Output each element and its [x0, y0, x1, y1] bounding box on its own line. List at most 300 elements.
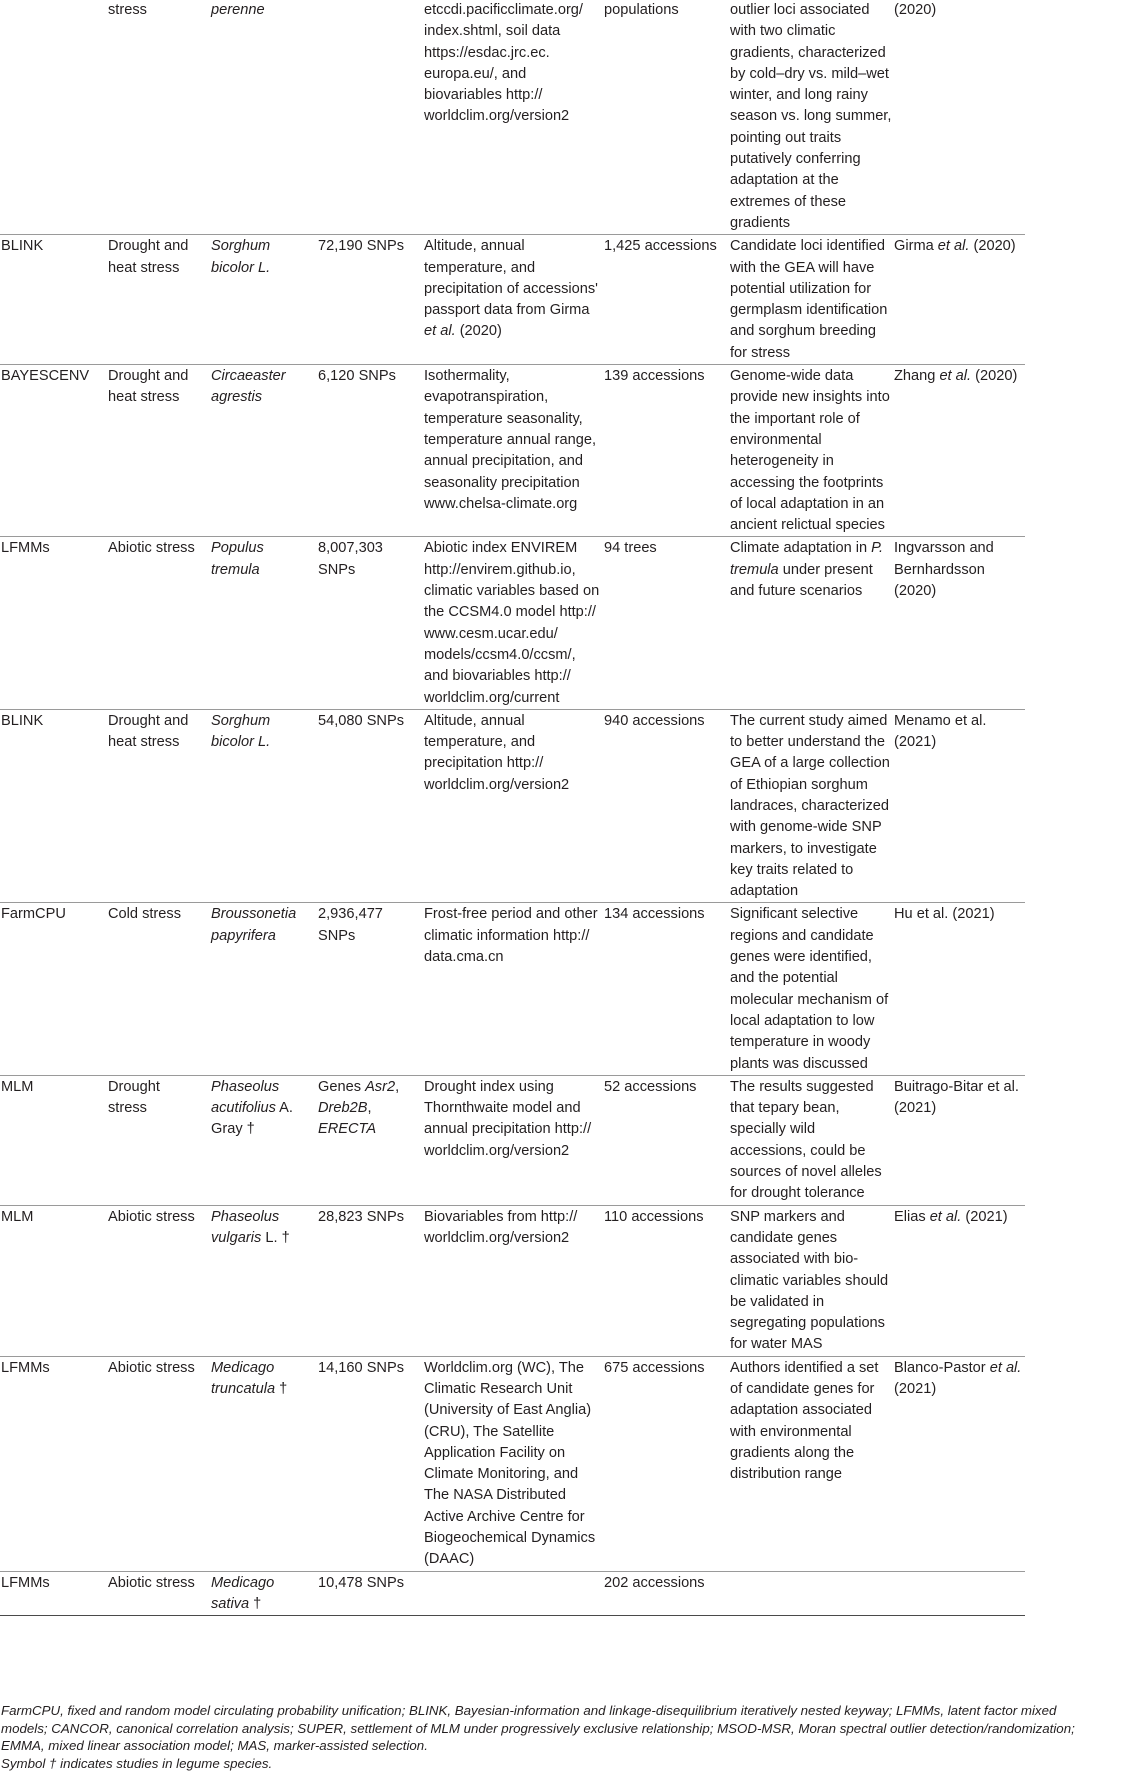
- table-footnote: [1, 1702, 1111, 1772]
- environmental-data-cell-line: Isothermality,: [424, 368, 510, 385]
- stress-cell-line: heat stress: [108, 259, 180, 276]
- reference-cell: [893, 1205, 1025, 1356]
- reference-cell-segment: et al.: [989, 1359, 1022, 1376]
- method-cell-text: BAYESCENV: [1, 368, 90, 385]
- reference-cell-segment: (2020): [969, 238, 1016, 255]
- reference-cell-segment: Elias: [894, 1208, 930, 1225]
- environmental-data-cell-line: Climatic Research Unit: [424, 1381, 573, 1397]
- reference-cell-segment: (2020): [894, 583, 937, 600]
- species-cell-segment: acutifolius: [211, 1100, 276, 1117]
- main-findings-cell-line: gradients, characterized: [730, 44, 886, 61]
- stress-cell-line: stress: [108, 1100, 147, 1117]
- markers-cell-segment: Asr2: [365, 1078, 396, 1095]
- sample-size-cell: [603, 709, 729, 903]
- main-findings-cell-line: environmental: [730, 431, 822, 448]
- reference-cell-segment: Ingvarsson and: [894, 540, 994, 557]
- environmental-data-cell-line: climatic information http://: [424, 927, 590, 944]
- method-cell: [0, 1356, 107, 1571]
- environmental-data-cell-line: worldclim.org/version2: [424, 1229, 570, 1246]
- main-findings-cell-line: with the GEA will have: [730, 259, 875, 276]
- markers-cell: [317, 709, 423, 903]
- method-cell-text: BLINK: [1, 238, 44, 255]
- reference-cell: [893, 1356, 1025, 1571]
- markers-cell-line: 6,120 SNPs: [318, 368, 396, 385]
- main-findings-cell-line: accessions, could be: [730, 1142, 866, 1159]
- method-cell-text: LFMMs: [1, 1574, 50, 1591]
- stress-cell: [107, 235, 210, 365]
- environmental-data-cell-line: (CRU), The Satellite: [424, 1423, 555, 1440]
- stress-cell-line: Abiotic stress: [108, 540, 195, 557]
- main-findings-cell-line: with genome-wide SNP: [730, 819, 882, 836]
- main-findings-cell-line: Authors identified a set: [730, 1359, 879, 1376]
- environmental-data-cell-line: annual precipitation http://: [424, 1121, 592, 1138]
- stress-cell: [107, 537, 210, 709]
- environmental-data-cell-line: europa.eu/, and: [424, 65, 527, 82]
- environmental-data-cell-segment: et al.: [424, 323, 456, 340]
- reference-cell-segment: Hu et al. (2021): [894, 906, 995, 923]
- main-findings-cell: [729, 235, 893, 365]
- main-findings-cell-line: The results suggested: [730, 1078, 874, 1095]
- main-findings-cell-line: The current study aimed: [730, 712, 888, 729]
- markers-cell: [317, 903, 423, 1075]
- main-findings-cell-line: for drought tolerance: [730, 1185, 865, 1202]
- environmental-data-cell: [423, 0, 603, 235]
- environmental-data-cell-line: Altitude, annual: [424, 712, 525, 729]
- sample-size-cell-line: populations: [604, 2, 679, 18]
- sample-size-cell-line: 139 accessions: [604, 368, 705, 385]
- environmental-data-cell-line: temperature seasonality,: [424, 410, 583, 427]
- stress-cell-line: heat stress: [108, 734, 180, 751]
- species-cell: [210, 235, 317, 365]
- main-findings-cell-line: and future scenarios: [730, 583, 863, 600]
- species-cell-segment: truncatula: [211, 1381, 276, 1397]
- main-findings-cell-line: with two climatic: [730, 23, 836, 40]
- sample-size-cell: [603, 1075, 729, 1205]
- environmental-data-cell: [423, 1075, 603, 1205]
- species-cell: [210, 0, 317, 235]
- stress-cell: [107, 0, 210, 235]
- environmental-data-cell-line: annual precipitation, and: [424, 453, 584, 470]
- table-row: [0, 1205, 1025, 1356]
- species-cell-segment: Phaseolus: [211, 1208, 280, 1225]
- main-findings-cell-line: Significant selective: [730, 906, 859, 923]
- species-cell-segment: bicolor L.: [211, 734, 271, 751]
- reference-cell-segment: et al.: [937, 238, 970, 255]
- main-findings-cell-line: extremes of these: [730, 193, 846, 210]
- markers-cell: [317, 1571, 423, 1616]
- environmental-data-cell-line: models/ccsm4.0/ccsm/,: [424, 646, 576, 663]
- sample-size-cell: [603, 903, 729, 1075]
- environmental-data-cell-line: http://envirem.github.io,: [424, 561, 576, 578]
- markers-cell: [317, 1075, 423, 1205]
- main-findings-cell-line: candidate genes: [730, 1229, 838, 1246]
- reference-cell-segment: Blanco-Pastor: [894, 1359, 990, 1376]
- species-cell: [210, 365, 317, 537]
- main-findings-cell-line: Genome-wide data: [730, 368, 854, 385]
- table-row: [0, 1571, 1025, 1616]
- main-findings-cell: [729, 1571, 893, 1616]
- environmental-data-cell-line: Application Facility on: [424, 1444, 566, 1461]
- main-findings-cell-segment: tremula: [730, 561, 779, 578]
- main-findings-cell: [729, 365, 893, 537]
- reference-cell: [893, 537, 1025, 709]
- sample-size-cell-line: 940 accessions: [604, 712, 705, 729]
- reference-cell-segment: Buitrago-Bitar et al.: [894, 1078, 1019, 1095]
- markers-cell-line: 28,823 SNPs: [318, 1208, 404, 1225]
- main-findings-cell-line: and sorghum breeding: [730, 323, 877, 340]
- markers-cell-line: SNPs: [318, 927, 356, 944]
- markers-cell: [317, 365, 423, 537]
- main-findings-cell-line: climatic variables should: [730, 1272, 889, 1289]
- stress-cell-line: stress: [108, 2, 147, 18]
- environmental-data-cell-line: Climate Monitoring, and: [424, 1466, 579, 1483]
- species-cell-segment: Medicago: [211, 1359, 275, 1376]
- species-cell-segment: L. †: [261, 1229, 290, 1246]
- method-cell: [0, 903, 107, 1075]
- environmental-data-cell-line: seasonality precipitation: [424, 474, 580, 491]
- main-findings-cell-line: adaptation associated: [730, 1402, 872, 1419]
- sample-size-cell: [603, 235, 729, 365]
- reference-cell: [893, 1075, 1025, 1205]
- species-cell: [210, 1205, 317, 1356]
- main-findings-cell-line: to better understand the: [730, 734, 885, 751]
- reference-cell-segment: (2020): [971, 368, 1018, 385]
- abbreviations-line-3: EMMA, mixed linear association model; MAS, marker-assisted selection.: [1, 1738, 428, 1753]
- species-cell: [210, 1356, 317, 1571]
- method-cell-text: MLM: [1, 1078, 34, 1095]
- abbreviations-line-2: models; CANCOR, canonical correlation analysis; SUPER, settlement of MLM under progressively exclusive relationship; MSOD-MSR, Moran spectral outlier detection/randomization;: [1, 1720, 1075, 1736]
- main-findings-cell-line: molecular mechanism of: [730, 991, 889, 1008]
- method-cell: [0, 0, 107, 235]
- stress-cell-line: Drought: [108, 1078, 160, 1095]
- stress-cell-line: Abiotic stress: [108, 1208, 195, 1225]
- table-row: [0, 537, 1025, 709]
- stress-cell-line: Cold stress: [108, 906, 181, 923]
- sample-size-cell-line: 52 accessions: [604, 1078, 697, 1095]
- main-findings-cell-line: ancient relictual species: [730, 517, 885, 534]
- species-cell-segment: perenne: [211, 2, 265, 18]
- environmental-data-cell-line: biovariables http://: [424, 87, 543, 104]
- method-cell-text: MLM: [1, 1208, 34, 1225]
- sample-size-cell-line: 110 accessions: [604, 1208, 704, 1225]
- environmental-data-cell-line: precipitation of accessions': [424, 280, 598, 297]
- species-cell: [210, 1075, 317, 1205]
- species-cell-segment: †: [275, 1381, 288, 1397]
- method-cell-text: LFMMs: [1, 1359, 50, 1376]
- reference-cell: [893, 903, 1025, 1075]
- sample-size-cell: [603, 537, 729, 709]
- stress-cell-line: Drought and: [108, 368, 189, 385]
- environmental-data-cell-line: The NASA Distributed: [424, 1487, 566, 1504]
- environmental-data-cell-line: www.cesm.ucar.edu/: [424, 625, 558, 642]
- reference-cell-segment: Bernhardsson: [894, 561, 985, 578]
- sample-size-cell-line: 134 accessions: [604, 906, 705, 923]
- method-cell: [0, 709, 107, 903]
- species-cell-segment: bicolor L.: [211, 259, 271, 276]
- symbol-note: Symbol † indicates studies in legume species.: [1, 1755, 273, 1771]
- species-cell-segment: †: [249, 1595, 262, 1612]
- reference-cell: [893, 0, 1025, 235]
- environmental-data-cell: [423, 709, 603, 903]
- main-findings-cell-line: adaptation: [730, 883, 799, 900]
- main-findings-cell-line: key traits related to: [730, 861, 854, 878]
- table-row: [0, 235, 1025, 365]
- table-row: [0, 365, 1025, 537]
- main-findings-cell-line: associated with bio-: [730, 1251, 859, 1268]
- main-findings-cell-line: for water MAS: [730, 1336, 823, 1353]
- stress-cell-line: Drought and: [108, 712, 189, 729]
- environmental-data-cell-line: worldclim.org/version2: [424, 108, 570, 125]
- environmental-data-cell: [423, 235, 603, 365]
- environmental-data-cell: [423, 1356, 603, 1571]
- method-cell-text: FarmCPU: [1, 906, 66, 923]
- reference-cell-segment: Girma: [894, 238, 938, 255]
- main-findings-cell-line: heterogeneity in: [730, 453, 834, 470]
- environmental-data-cell-line: index.shtml, soil data: [424, 23, 561, 40]
- main-findings-cell-line: temperature in woody: [730, 1034, 871, 1051]
- table-row: [0, 0, 1025, 235]
- main-findings-cell-line: gradients: [730, 214, 791, 231]
- stress-cell: [107, 1356, 210, 1571]
- main-findings-cell-segment: P.: [871, 540, 884, 557]
- stress-cell: [107, 709, 210, 903]
- main-findings-cell-line: provide new insights into: [730, 389, 890, 406]
- method-cell: [0, 235, 107, 365]
- method-cell: [0, 537, 107, 709]
- main-findings-cell-line: and the potential: [730, 970, 838, 987]
- main-findings-cell-line: Candidate loci identified: [730, 238, 885, 255]
- species-cell-segment: papyrifera: [211, 927, 276, 944]
- species-cell-segment: vulgaris: [211, 1229, 262, 1246]
- environmental-data-cell: [423, 537, 603, 709]
- main-findings-cell: [729, 903, 893, 1075]
- environmental-data-cell-line: Worldclim.org (WC), The: [424, 1359, 585, 1376]
- sample-size-cell: [603, 1571, 729, 1616]
- stress-cell: [107, 1075, 210, 1205]
- environmental-data-cell-line: Biovariables from http://: [424, 1208, 578, 1225]
- stress-cell-line: Abiotic stress: [108, 1574, 195, 1591]
- species-cell-segment: Sorghum: [211, 712, 271, 729]
- environmental-data-cell-line: Active Archive Centre for: [424, 1508, 585, 1525]
- stress-cell-line: Drought and: [108, 238, 189, 255]
- main-findings-cell-line: potential utilization for: [730, 280, 872, 297]
- main-findings-cell-line: the important role of: [730, 410, 860, 427]
- method-cell-text: BLINK: [1, 712, 44, 729]
- environmental-data-cell-line: etccdi.pacificclimate.org/: [424, 2, 583, 18]
- species-cell-segment: tremula: [211, 561, 260, 578]
- stress-cell: [107, 903, 210, 1075]
- environmental-data-cell-line: Biogeochemical Dynamics: [424, 1530, 596, 1547]
- reference-cell-segment: Menamo et al.: [894, 712, 987, 729]
- main-findings-cell-line: that tepary bean,: [730, 1100, 840, 1117]
- sample-size-cell-line: 202 accessions: [604, 1574, 705, 1591]
- environmental-data-cell-line: Frost-free period and other: [424, 906, 598, 923]
- species-cell-segment: Phaseolus: [211, 1078, 280, 1095]
- stress-cell: [107, 365, 210, 537]
- main-findings-cell-line: SNP markers and: [730, 1208, 845, 1225]
- markers-cell-segment: Dreb2B: [318, 1100, 368, 1117]
- species-cell: [210, 709, 317, 903]
- environmental-data-cell: [423, 365, 603, 537]
- markers-cell-segment: Genes: [318, 1078, 366, 1095]
- sample-size-cell: [603, 0, 729, 235]
- markers-cell-segment: ERECTA: [318, 1121, 377, 1138]
- main-findings-cell: [729, 0, 893, 235]
- reference-cell-segment: et al.: [929, 1208, 962, 1225]
- table-row: [0, 1075, 1025, 1205]
- markers-cell: [317, 0, 423, 235]
- main-findings-cell-line: be validated in: [730, 1293, 825, 1310]
- environmental-data-cell-line: Thornthwaite model and: [424, 1100, 581, 1117]
- markers-cell: [317, 1205, 423, 1356]
- markers-cell: [317, 537, 423, 709]
- reference-cell: [893, 709, 1025, 903]
- main-findings-cell-line: pointing out traits: [730, 129, 842, 146]
- method-cell: [0, 1075, 107, 1205]
- markers-cell-line: SNPs: [318, 561, 356, 578]
- reference-cell-segment: (2021): [894, 1100, 937, 1117]
- markers-cell-line: 54,080 SNPs: [318, 712, 404, 729]
- reference-cell: [893, 235, 1025, 365]
- main-findings-cell-line: landraces, characterized: [730, 797, 889, 814]
- stress-cell: [107, 1571, 210, 1616]
- method-cell: [0, 1571, 107, 1616]
- main-findings-cell-line: distribution range: [730, 1466, 842, 1483]
- environmental-data-cell-segment: (2020): [455, 323, 502, 340]
- main-findings-cell-line: of candidate genes for: [730, 1381, 875, 1397]
- main-findings-cell-line: segregating populations: [730, 1315, 885, 1332]
- main-findings-cell-line: for stress: [730, 344, 791, 361]
- main-findings-cell-line: accessing the footprints: [730, 474, 884, 491]
- markers-cell-line: 2,936,477: [318, 906, 383, 923]
- main-findings-cell-line: with environmental: [730, 1423, 852, 1440]
- main-findings-cell-line: putatively conferring: [730, 151, 861, 168]
- environmental-data-cell: [423, 903, 603, 1075]
- main-findings-cell-segment: under present: [778, 561, 873, 578]
- main-findings-cell-line: gradients along the: [730, 1444, 855, 1461]
- stress-cell: [107, 1205, 210, 1356]
- environmental-data-cell-line: and biovariables http://: [424, 668, 571, 685]
- table-row: [0, 903, 1025, 1075]
- main-findings-cell: [729, 709, 893, 903]
- main-findings-cell: [729, 1205, 893, 1356]
- main-findings-cell-line: by cold–dry vs. mild–wet: [730, 65, 889, 82]
- species-cell-segment: Medicago: [211, 1574, 275, 1591]
- sample-size-cell-line: 1,425 accessions: [604, 238, 717, 255]
- markers-cell: [317, 235, 423, 365]
- main-findings-cell-line: sources of novel alleles: [730, 1164, 882, 1181]
- reference-cell: [893, 365, 1025, 537]
- markers-cell-line: 8,007,303: [318, 540, 383, 557]
- method-cell: [0, 1205, 107, 1356]
- species-cell-segment: Circaeaster: [211, 368, 286, 385]
- environmental-data-cell-line: temperature, and: [424, 734, 536, 751]
- environmental-data-cell-line: https://esdac.jrc.ec.: [424, 44, 550, 61]
- environmental-data-cell-line: www.chelsa-climate.org: [424, 495, 578, 512]
- main-findings-cell-line: specially wild: [730, 1121, 816, 1138]
- species-cell: [210, 1571, 317, 1616]
- main-findings-cell-line: adaptation at the: [730, 172, 839, 189]
- method-cell: [0, 365, 107, 537]
- reference-cell-segment: (2021): [894, 734, 937, 751]
- environmental-data-cell-line: worldclim.org/current: [424, 689, 560, 706]
- environmental-data-cell-line: Altitude, annual: [424, 238, 525, 255]
- environmental-data-cell: [423, 1571, 603, 1616]
- species-cell-segment: agrestis: [211, 389, 263, 406]
- environmental-data-cell-line: temperature annual range,: [424, 431, 596, 448]
- markers-cell-line: 14,160 SNPs: [318, 1359, 404, 1376]
- environmental-data-cell-line: worldclim.org/version2: [424, 1142, 570, 1159]
- environmental-data-cell: [423, 1205, 603, 1356]
- reference-cell-segment: (2020): [894, 2, 937, 18]
- method-cell-text: LFMMs: [1, 540, 50, 557]
- main-findings-cell-line: of local adaptation in an: [730, 495, 885, 512]
- sample-size-cell-line: 675 accessions: [604, 1359, 705, 1376]
- reference-cell: [893, 1571, 1025, 1616]
- markers-cell-segment: ,: [367, 1100, 372, 1117]
- species-cell: [210, 903, 317, 1075]
- environmental-data-cell-line: the CCSM4.0 model http://: [424, 604, 596, 621]
- table-row: [0, 709, 1025, 903]
- sample-size-cell: [603, 365, 729, 537]
- main-findings-cell-line: regions and candidate: [730, 927, 874, 944]
- abbreviations-line-1: FarmCPU, fixed and random model circulating probability unification; BLINK, Bayesian-information and linkage-disequilibrium iteratively nested keyway; LFMMs, latent factor mixed: [1, 1703, 1057, 1718]
- environmental-data-cell-line: data.cma.cn: [424, 949, 504, 966]
- reference-cell-segment: et al.: [939, 368, 972, 385]
- markers-cell: [317, 1356, 423, 1571]
- main-findings-cell-line: outlier loci associated: [730, 2, 870, 18]
- stress-cell-line: Abiotic stress: [108, 1359, 195, 1376]
- reference-cell-segment: (2021): [961, 1208, 1008, 1225]
- main-findings-cell-line: germplasm identification: [730, 302, 888, 319]
- main-findings-cell-segment: Climate adaptation in: [730, 540, 872, 557]
- main-findings-cell-line: GEA of a large collection: [730, 755, 890, 772]
- species-cell-segment: Populus: [211, 540, 264, 557]
- species-cell-segment: Broussonetia: [211, 906, 297, 923]
- species-cell-segment: A.: [275, 1100, 293, 1117]
- main-findings-cell-line: season vs. long summer,: [730, 108, 892, 125]
- main-findings-cell-line: markers, to investigate: [730, 840, 877, 857]
- main-findings-cell: [729, 1356, 893, 1571]
- sample-size-cell: [603, 1205, 729, 1356]
- table-row: [0, 1356, 1025, 1571]
- environmental-data-cell-line: Abiotic index ENVIREM: [424, 540, 578, 557]
- sample-size-cell: [603, 1356, 729, 1571]
- markers-cell-line: 10,478 SNPs: [318, 1574, 404, 1591]
- environmental-data-cell-line: climatic variables based on: [424, 583, 600, 600]
- environmental-data-cell-line: (DAAC): [424, 1551, 475, 1568]
- environmental-data-cell-line: temperature, and: [424, 259, 536, 276]
- main-findings-cell: [729, 1075, 893, 1205]
- main-findings-cell: [729, 537, 893, 709]
- markers-cell-line: 72,190 SNPs: [318, 238, 404, 255]
- sample-size-cell-line: 94 trees: [604, 540, 657, 557]
- stress-cell-line: heat stress: [108, 389, 180, 406]
- main-findings-cell-line: winter, and long rainy: [730, 87, 868, 104]
- species-cell: [210, 537, 317, 709]
- environmental-data-cell-line: Drought index using: [424, 1078, 554, 1095]
- environmental-data-cell-line: passport data from Girma: [424, 302, 590, 319]
- markers-cell-segment: ,: [395, 1078, 400, 1095]
- reference-cell-segment: Zhang: [894, 368, 940, 385]
- main-findings-cell-line: plants was discussed: [730, 1055, 868, 1072]
- environmental-data-cell-line: precipitation http://: [424, 755, 544, 772]
- main-findings-cell-line: of Ethiopian sorghum: [730, 776, 868, 793]
- species-cell-segment: sativa: [211, 1595, 250, 1612]
- environmental-data-cell-line: evapotranspiration,: [424, 389, 549, 406]
- reference-cell-segment: (2021): [894, 1381, 937, 1397]
- environmental-data-cell-line: worldclim.org/version2: [424, 776, 570, 793]
